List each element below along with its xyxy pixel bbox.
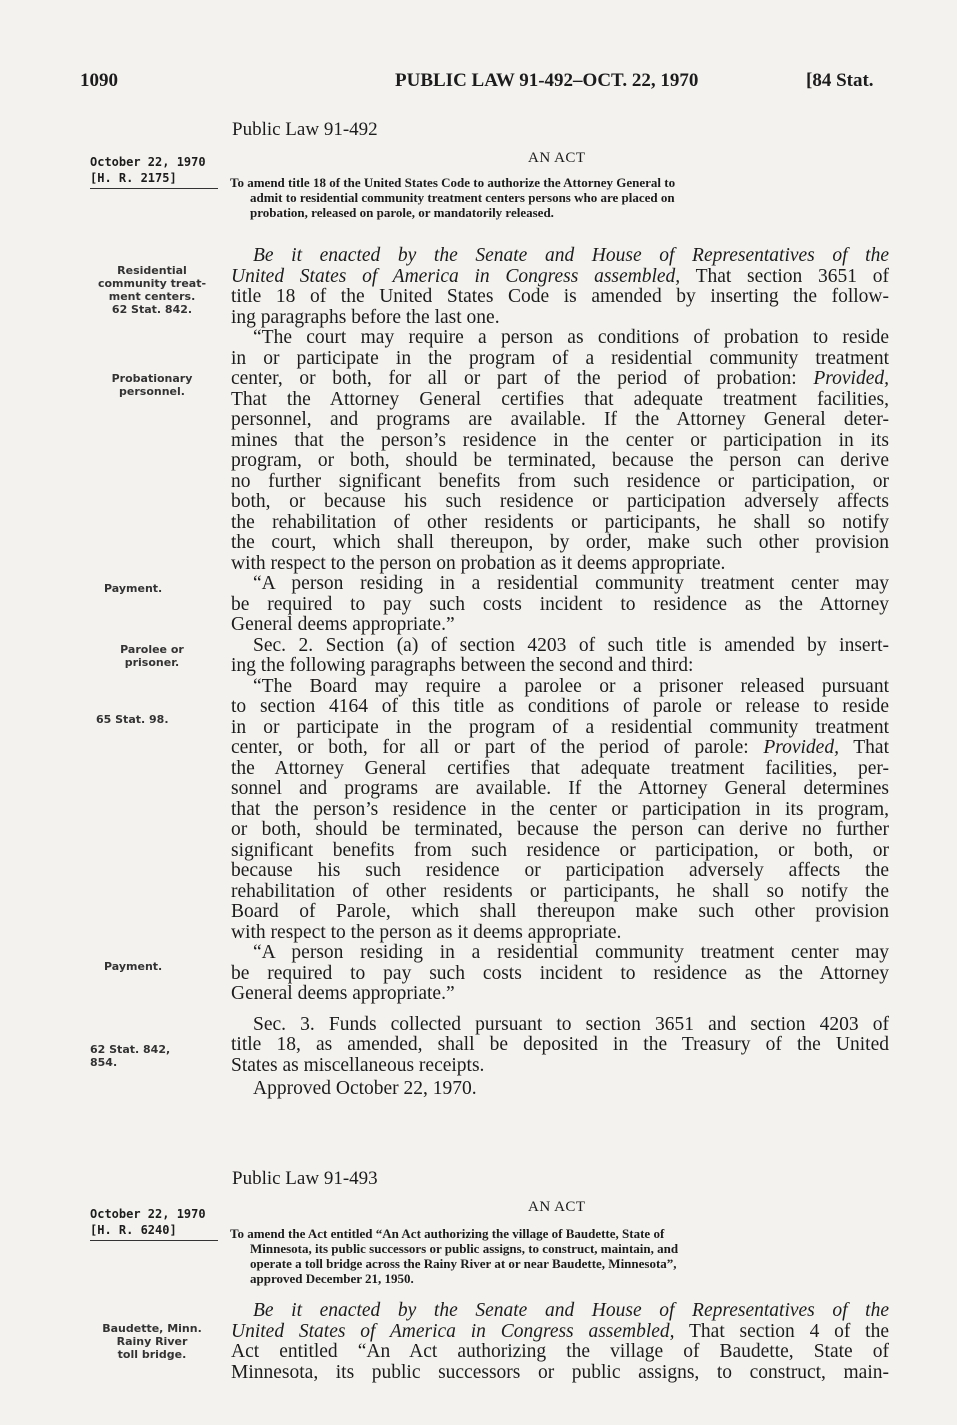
body-line: that the person’s residence in the center or participation in its program, bbox=[231, 798, 889, 820]
body-line: Sec. 3. Funds collected pursuant to section 3651 and section 4203 of bbox=[253, 1013, 889, 1035]
body-line: the Attorney General certifies that adequate treatment facilities, per- bbox=[231, 757, 889, 779]
act-purpose-2 bbox=[230, 1226, 890, 1286]
purpose-line: To amend title 18 of the United States Code to authorize the Attorney General to bbox=[230, 175, 676, 190]
law-title: Public Law 91-492 bbox=[232, 119, 378, 140]
margin-note-stat-98: 65 Stat. 98. bbox=[96, 713, 169, 726]
margin-note-residential: Residential community treat- ment centers. 62 Stat. 842. bbox=[97, 264, 207, 316]
body-line: “A person residing in a residential community treatment center may bbox=[253, 942, 889, 963]
page-number: 1090 bbox=[80, 70, 118, 91]
body-line: “A person residing in a residential community treatment center may bbox=[253, 573, 889, 594]
body-line: center, or both, for all or part of the period of probation: Provided, bbox=[231, 368, 889, 389]
body-line: with respect to the person as it deems appropriate. bbox=[231, 921, 622, 943]
body-line: title 18 of the United States Code is amended by inserting the follow- bbox=[231, 286, 889, 307]
body-line: with respect to the person on probation as it deems appropriate. bbox=[231, 552, 726, 574]
purpose-line: To amend the Act entitled “An Act authorizing the village of Baudette, State of bbox=[230, 1226, 665, 1241]
body-line: center, or both, for all or part of the period of parole: Provided, That bbox=[231, 737, 889, 758]
body-line: “The court may require a person as conditions of probation to reside bbox=[253, 327, 889, 348]
enactment-date-2 bbox=[90, 1206, 206, 1238]
date-text: October 22, 1970 bbox=[90, 1207, 206, 1221]
law-title-2: Public Law 91-493 bbox=[232, 1168, 378, 1189]
body-line: sonnel and programs are available. If the Attorney General determines bbox=[231, 778, 889, 799]
body-line: both, or because his such residence or participation adversely affects bbox=[231, 491, 889, 512]
statute-reference: [84 Stat. bbox=[806, 70, 874, 91]
an-act-label: AN ACT bbox=[528, 150, 586, 166]
purpose-line: operate a toll bridge across the Rainy River at or near Baudette, Minnesota”, bbox=[250, 1256, 677, 1271]
approval-line: Approved October 22, 1970. bbox=[253, 1078, 477, 1099]
body-line: in or participate in the program of a residential community treatment bbox=[231, 716, 889, 738]
body-line: be required to pay such costs incident to residence as the Attorney bbox=[231, 593, 889, 615]
body-line: no further significant benefits from such residence or participation, or bbox=[231, 470, 889, 492]
bill-number: [H. R. 6240] bbox=[90, 1223, 177, 1237]
an-act-label-2: AN ACT bbox=[528, 1199, 586, 1215]
body-line: because his such residence or participation adversely affects the bbox=[231, 860, 889, 881]
body-line: be required to pay such costs incident to residence as the Attorney bbox=[231, 962, 889, 984]
body-line: United States of America in Congress assembled, That section 3651 of bbox=[231, 265, 889, 287]
purpose-line: admit to residential community treatment centers persons who are placed on bbox=[250, 190, 675, 205]
body-line: ing paragraphs before the last one. bbox=[231, 306, 500, 328]
bill-number: [H. R. 2175] bbox=[90, 171, 177, 185]
body-line: personnel, and programs are available. If the Attorney General deter- bbox=[231, 409, 889, 430]
margin-note-payment-2: Payment. bbox=[104, 960, 163, 973]
margin-note-parolee: Parolee or prisoner. bbox=[120, 643, 184, 669]
running-head: PUBLIC LAW 91-492–OCT. 22, 1970 bbox=[395, 70, 699, 91]
body-line: Be it enacted by the Senate and House of Representatives of the bbox=[253, 1300, 889, 1321]
body-line: ing the following paragraphs between the second and third: bbox=[231, 655, 694, 676]
margin-divider-2 bbox=[90, 1240, 218, 1241]
margin-note-baudette: Baudette, Minn. Rainy River toll bridge. bbox=[102, 1322, 202, 1361]
act-purpose bbox=[230, 175, 890, 220]
law-body bbox=[231, 246, 889, 1100]
body-line: “The Board may require a parolee or a prisoner released pursuant bbox=[253, 675, 889, 697]
body-line: General deems appropriate.” bbox=[231, 614, 455, 635]
body-line: Be it enacted by the Senate and House of Representatives of the bbox=[253, 245, 889, 266]
margin-note-payment: Payment. bbox=[104, 582, 163, 595]
body-line: title 18, as amended, shall be deposited in the Treasury of the United bbox=[231, 1034, 889, 1055]
body-line: United States of America in Congress assembled, That section 4 of the bbox=[231, 1320, 889, 1342]
body-line: General deems appropriate.” bbox=[231, 983, 455, 1004]
margin-divider bbox=[90, 188, 218, 189]
body-line: Minnesota, its public successors or public assigns, to construct, main- bbox=[231, 1361, 889, 1383]
body-line: significant benefits from such residence or participation, or both, or bbox=[231, 839, 889, 861]
body-line: or both, should be terminated, because the person can derive no further bbox=[231, 819, 889, 840]
body-line: mines that the person’s residence in the center or participation in its bbox=[231, 429, 889, 451]
body-line: to section 4164 of this title as conditions of parole or release to reside bbox=[231, 696, 889, 717]
body-line: rehabilitation of other residents or participants, he shall so notify the bbox=[231, 880, 889, 902]
purpose-line: Minnesota, its public successors or public assigns, to construct, maintain, and bbox=[250, 1241, 679, 1256]
body-line: That the Attorney General certifies that adequate treatment facilities, bbox=[231, 388, 889, 410]
enactment-date bbox=[90, 154, 206, 186]
body-line: the court, which shall thereupon, by order, make such other provision bbox=[231, 532, 889, 553]
purpose-line: probation, released on parole, or mandatorily released. bbox=[250, 205, 554, 220]
margin-note-probationary: Probationary personnel. bbox=[111, 372, 193, 398]
body-line: Act entitled “An Act authorizing the village of Baudette, State of bbox=[231, 1341, 889, 1362]
body-line: Board of Parole, which shall thereupon make such other provision bbox=[231, 901, 889, 922]
body-line: program, or both, should be terminated, because the person can derive bbox=[231, 450, 889, 471]
law-body-2 bbox=[231, 1301, 889, 1383]
body-line: Sec. 2. Section (a) of section 4203 of such title is amended by insert- bbox=[253, 634, 889, 656]
purpose-line: approved December 21, 1950. bbox=[250, 1271, 414, 1286]
body-line: the rehabilitation of other residents or participants, he shall so notify bbox=[231, 511, 889, 533]
body-line: in or participate in the program of a residential community treatment bbox=[231, 347, 889, 369]
margin-note-stat-842: 62 Stat. 842, 854. bbox=[90, 1043, 171, 1069]
date-text: October 22, 1970 bbox=[90, 155, 206, 169]
body-line: States as miscellaneous receipts. bbox=[231, 1054, 485, 1076]
